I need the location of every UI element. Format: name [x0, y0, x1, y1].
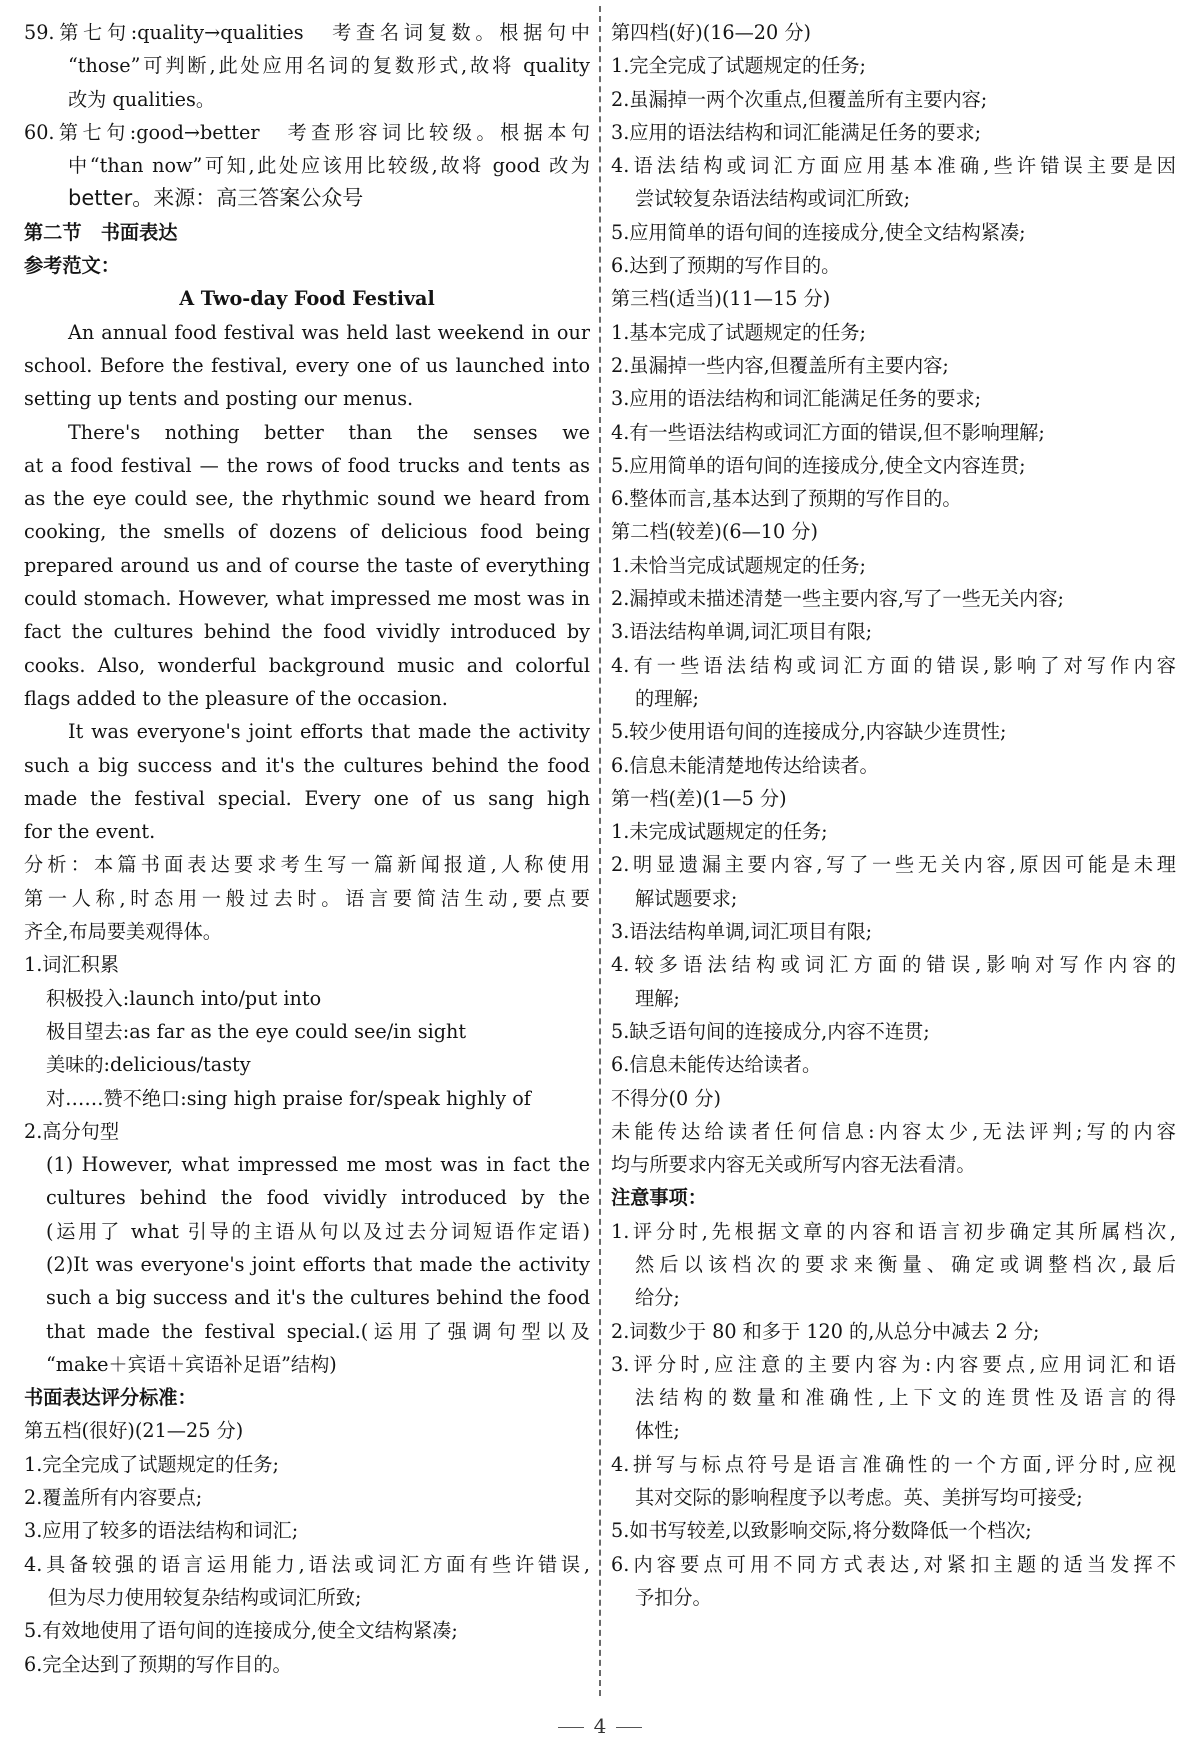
text-line: 2.明显遗漏主要内容,写了一些无关内容,原因可能是未理 [611, 853, 1176, 877]
page-number: 4 [593, 1714, 607, 1738]
text-line: 4.具备较强的语言运用能力,语法或词汇方面有些许错误, [24, 1552, 590, 1576]
text-line: 但为尽力使用较复杂结构或词汇所致; [48, 1585, 362, 1609]
text-line: that made the festival special.(运用了强调句型以及 [46, 1319, 590, 1343]
text-line: 1.未完成试题规定的任务; [611, 820, 828, 844]
text-line: such a big success and it's the cultures behind the food [46, 1286, 590, 1310]
text-line: 2.漏掉或未描述清楚一些主要内容,写了一些无关内容; [611, 587, 1064, 611]
text-line: 3.应用了较多的语法结构和词汇; [24, 1519, 299, 1543]
column-divider [599, 6, 601, 1696]
text-line: 第五档(很好)(21—25 分) [24, 1419, 244, 1443]
text-line: 其对交际的影响程度予以考虑。英、美拼写均可接受; [635, 1486, 1083, 1510]
text-line: (1) However, what impressed me most was in fact the [46, 1153, 590, 1177]
text-line: 对……赞不绝口:sing high praise for/speak highly of [46, 1086, 531, 1110]
text-line: (运用了 what 引导的主语从句以及过去分词短语作定语) [46, 1219, 590, 1243]
text-line: 体性; [635, 1419, 680, 1443]
left-column [24, 16, 590, 1681]
text-line: 的理解; [635, 686, 700, 710]
footer-dash-right [616, 1727, 642, 1728]
text-line: It was everyone's joint efforts that made the activity [68, 720, 590, 744]
text-line: A Two-day Food Festival [179, 287, 435, 311]
text-line: 3.语法结构单调,词汇项目有限; [611, 920, 873, 944]
text-line: 予扣分。 [635, 1585, 712, 1609]
text-line: setting up tents and posting our menus. [24, 387, 414, 411]
text-line: for the event. [24, 820, 156, 844]
text-line: 4.有一些语法结构或词汇方面的错误,但不影响理解; [611, 420, 1045, 444]
text-line: flags added to the pleasure of the occasion. [24, 686, 448, 710]
text-line: 60.第七句:good→better 考查形容词比较级。根据本句 [24, 120, 590, 144]
text-line: at a food festival — the rows of food trucks and tents as [24, 453, 590, 477]
text-line: 1.基本完成了试题规定的任务; [611, 320, 867, 344]
text-line: 5.应用简单的语句间的连接成分,使全文内容连贯; [611, 453, 1026, 477]
text-line: 参考范文： [24, 254, 120, 278]
text-line: 3.评分时,应注意的主要内容为:内容要点,应用词汇和语 [611, 1352, 1176, 1376]
text-line: as the eye could see, the rhythmic sound we heard from [24, 487, 590, 511]
text-line: school. Before the festival, every one of us launched into [24, 353, 590, 377]
text-line: 理解; [635, 986, 680, 1010]
text-line: 6.信息未能清楚地传达给读者。 [611, 753, 879, 777]
text-line: 5.缺乏语句间的连接成分,内容不连贯; [611, 1019, 930, 1043]
text-line: 2.词数少于 80 和多于 120 的,从总分中减去 2 分; [611, 1319, 1040, 1343]
text-line: 1.词汇积累 [24, 953, 120, 977]
text-line: 2.高分句型 [24, 1119, 120, 1143]
text-line: 美味的:delicious/tasty [46, 1053, 251, 1077]
text-line: 3.应用的语法结构和词汇能满足任务的要求; [611, 387, 982, 411]
text-line: could stomach. However, what impressed me most was in [24, 587, 590, 611]
text-line: 4.拼写与标点符号是语言准确性的一个方面,评分时,应视 [611, 1452, 1176, 1476]
text-line: 齐全,布局要美观得体。 [24, 920, 222, 944]
text-line: 2.覆盖所有内容要点; [24, 1486, 203, 1510]
text-line: 5.较少使用语句间的连接成分,内容缺少连贯性; [611, 720, 1007, 744]
text-line: 2.虽漏掉一些内容,但覆盖所有主要内容; [611, 353, 949, 377]
text-line: 改为 qualities。 [68, 87, 216, 111]
text-line: 然后以该档次的要求来衡量、确定或调整档次,最后 [635, 1252, 1176, 1276]
text-line: 中“than now”可知,此处应该用比较级,故将 good 改为 [68, 154, 590, 178]
text-line: 给分; [635, 1286, 680, 1310]
text-line: prepared around us and of course the taste of everything [24, 553, 590, 577]
text-line: made the festival special. Every one of us sang high [24, 786, 590, 810]
text-line: An annual food festival was held last weekend in our [68, 320, 590, 344]
text-line: There's nothing better than the senses we [68, 420, 590, 444]
text-line: 第一人称,时态用一般过去时。语言要简洁生动,要点要 [24, 886, 590, 910]
text-line: 书面表达评分标准： [24, 1386, 197, 1410]
text-line: 均与所要求内容无关或所写内容无法看清。 [611, 1153, 976, 1177]
text-line: 1.评分时,先根据文章的内容和语言初步确定其所属档次, [611, 1219, 1176, 1243]
text-line: 6.信息未能传达给读者。 [611, 1053, 822, 1077]
text-line: 解试题要求; [635, 886, 738, 910]
text-line: 5.如书写较差,以致影响交际,将分数降低一个档次; [611, 1519, 1032, 1543]
text-line: 6.整体而言,基本达到了预期的写作目的。 [611, 487, 962, 511]
text-line: 未能传达给读者任何信息:内容太少,无法评判;写的内容 [611, 1119, 1176, 1143]
text-line: 6.达到了预期的写作目的。 [611, 254, 841, 278]
text-line: 不得分(0 分) [611, 1086, 722, 1110]
text-line: 6.完全达到了预期的写作目的。 [24, 1652, 292, 1676]
text-line: (2)It was everyone's joint efforts that made the activity [46, 1252, 590, 1276]
text-line: 2.虽漏掉一两个次重点,但覆盖所有主要内容; [611, 87, 988, 111]
text-line: 3.语法结构单调,词汇项目有限; [611, 620, 873, 644]
text-line: 4.有一些语法结构或词汇方面的错误,影响了对写作内容 [611, 653, 1176, 677]
text-line: 4.较多语法结构或词汇方面的错误,影响对写作内容的 [611, 953, 1176, 977]
text-line: 5.应用简单的语句间的连接成分,使全文结构紧凑; [611, 220, 1026, 244]
text-line: 1.完全完成了试题规定的任务; [611, 54, 867, 78]
text-line: cooking, the smells of dozens of delicious food being [24, 520, 590, 544]
text-line: 第二档(较差)(6—10 分) [611, 520, 818, 544]
text-line: cultures behind the food vividly introduced by the [46, 1186, 590, 1210]
text-line: 1.未恰当完成试题规定的任务; [611, 553, 867, 577]
page-footer [0, 1714, 1200, 1738]
text-line: 极目望去:as far as the eye could see/in sight [46, 1019, 467, 1043]
text-line: “make＋宾语＋宾语补足语”结构) [46, 1352, 337, 1376]
right-column [611, 16, 1176, 1614]
text-line: 3.应用的语法结构和词汇能满足任务的要求; [611, 120, 982, 144]
text-line: fact the cultures behind the food vividly introduced by [24, 620, 590, 644]
text-line: 法结构的数量和准确性,上下文的连贯性及语言的得 [635, 1386, 1176, 1410]
text-line: 分析：本篇书面表达要求考生写一篇新闻报道,人称使用 [24, 853, 590, 877]
footer-dash-left [558, 1727, 584, 1728]
text-line: 59.第七句:quality→qualities 考查名词复数。根据句中 [24, 21, 590, 44]
text-line: better。来源：高三答案公众号 [68, 186, 364, 211]
text-line: 积极投入:launch into/put into [46, 986, 322, 1010]
text-line: cooks. Also, wonderful background music and colorful [24, 653, 590, 677]
text-line: 尝试较复杂语法结构或词汇所致; [635, 187, 911, 211]
text-line: 注意事项： [611, 1186, 707, 1210]
text-line: 第一档(差)(1—5 分) [611, 786, 787, 810]
text-line: 1.完全完成了试题规定的任务; [24, 1452, 280, 1476]
text-line: 5.有效地使用了语句间的连接成分,使全文结构紧凑; [24, 1619, 458, 1643]
text-line: 第二节 书面表达 [24, 220, 178, 244]
text-line: 第三档(适当)(11—15 分) [611, 287, 831, 311]
text-line: 第四档(好)(16—20 分) [611, 21, 811, 44]
text-line: 4.语法结构或词汇方面应用基本准确,些许错误主要是因 [611, 154, 1176, 178]
text-line: 6.内容要点可用不同方式表达,对紧扣主题的适当发挥不 [611, 1552, 1176, 1576]
text-line: “those”可判断,此处应用名词的复数形式,故将 quality [68, 54, 590, 78]
text-line: such a big success and it's the cultures behind the food [24, 753, 590, 777]
